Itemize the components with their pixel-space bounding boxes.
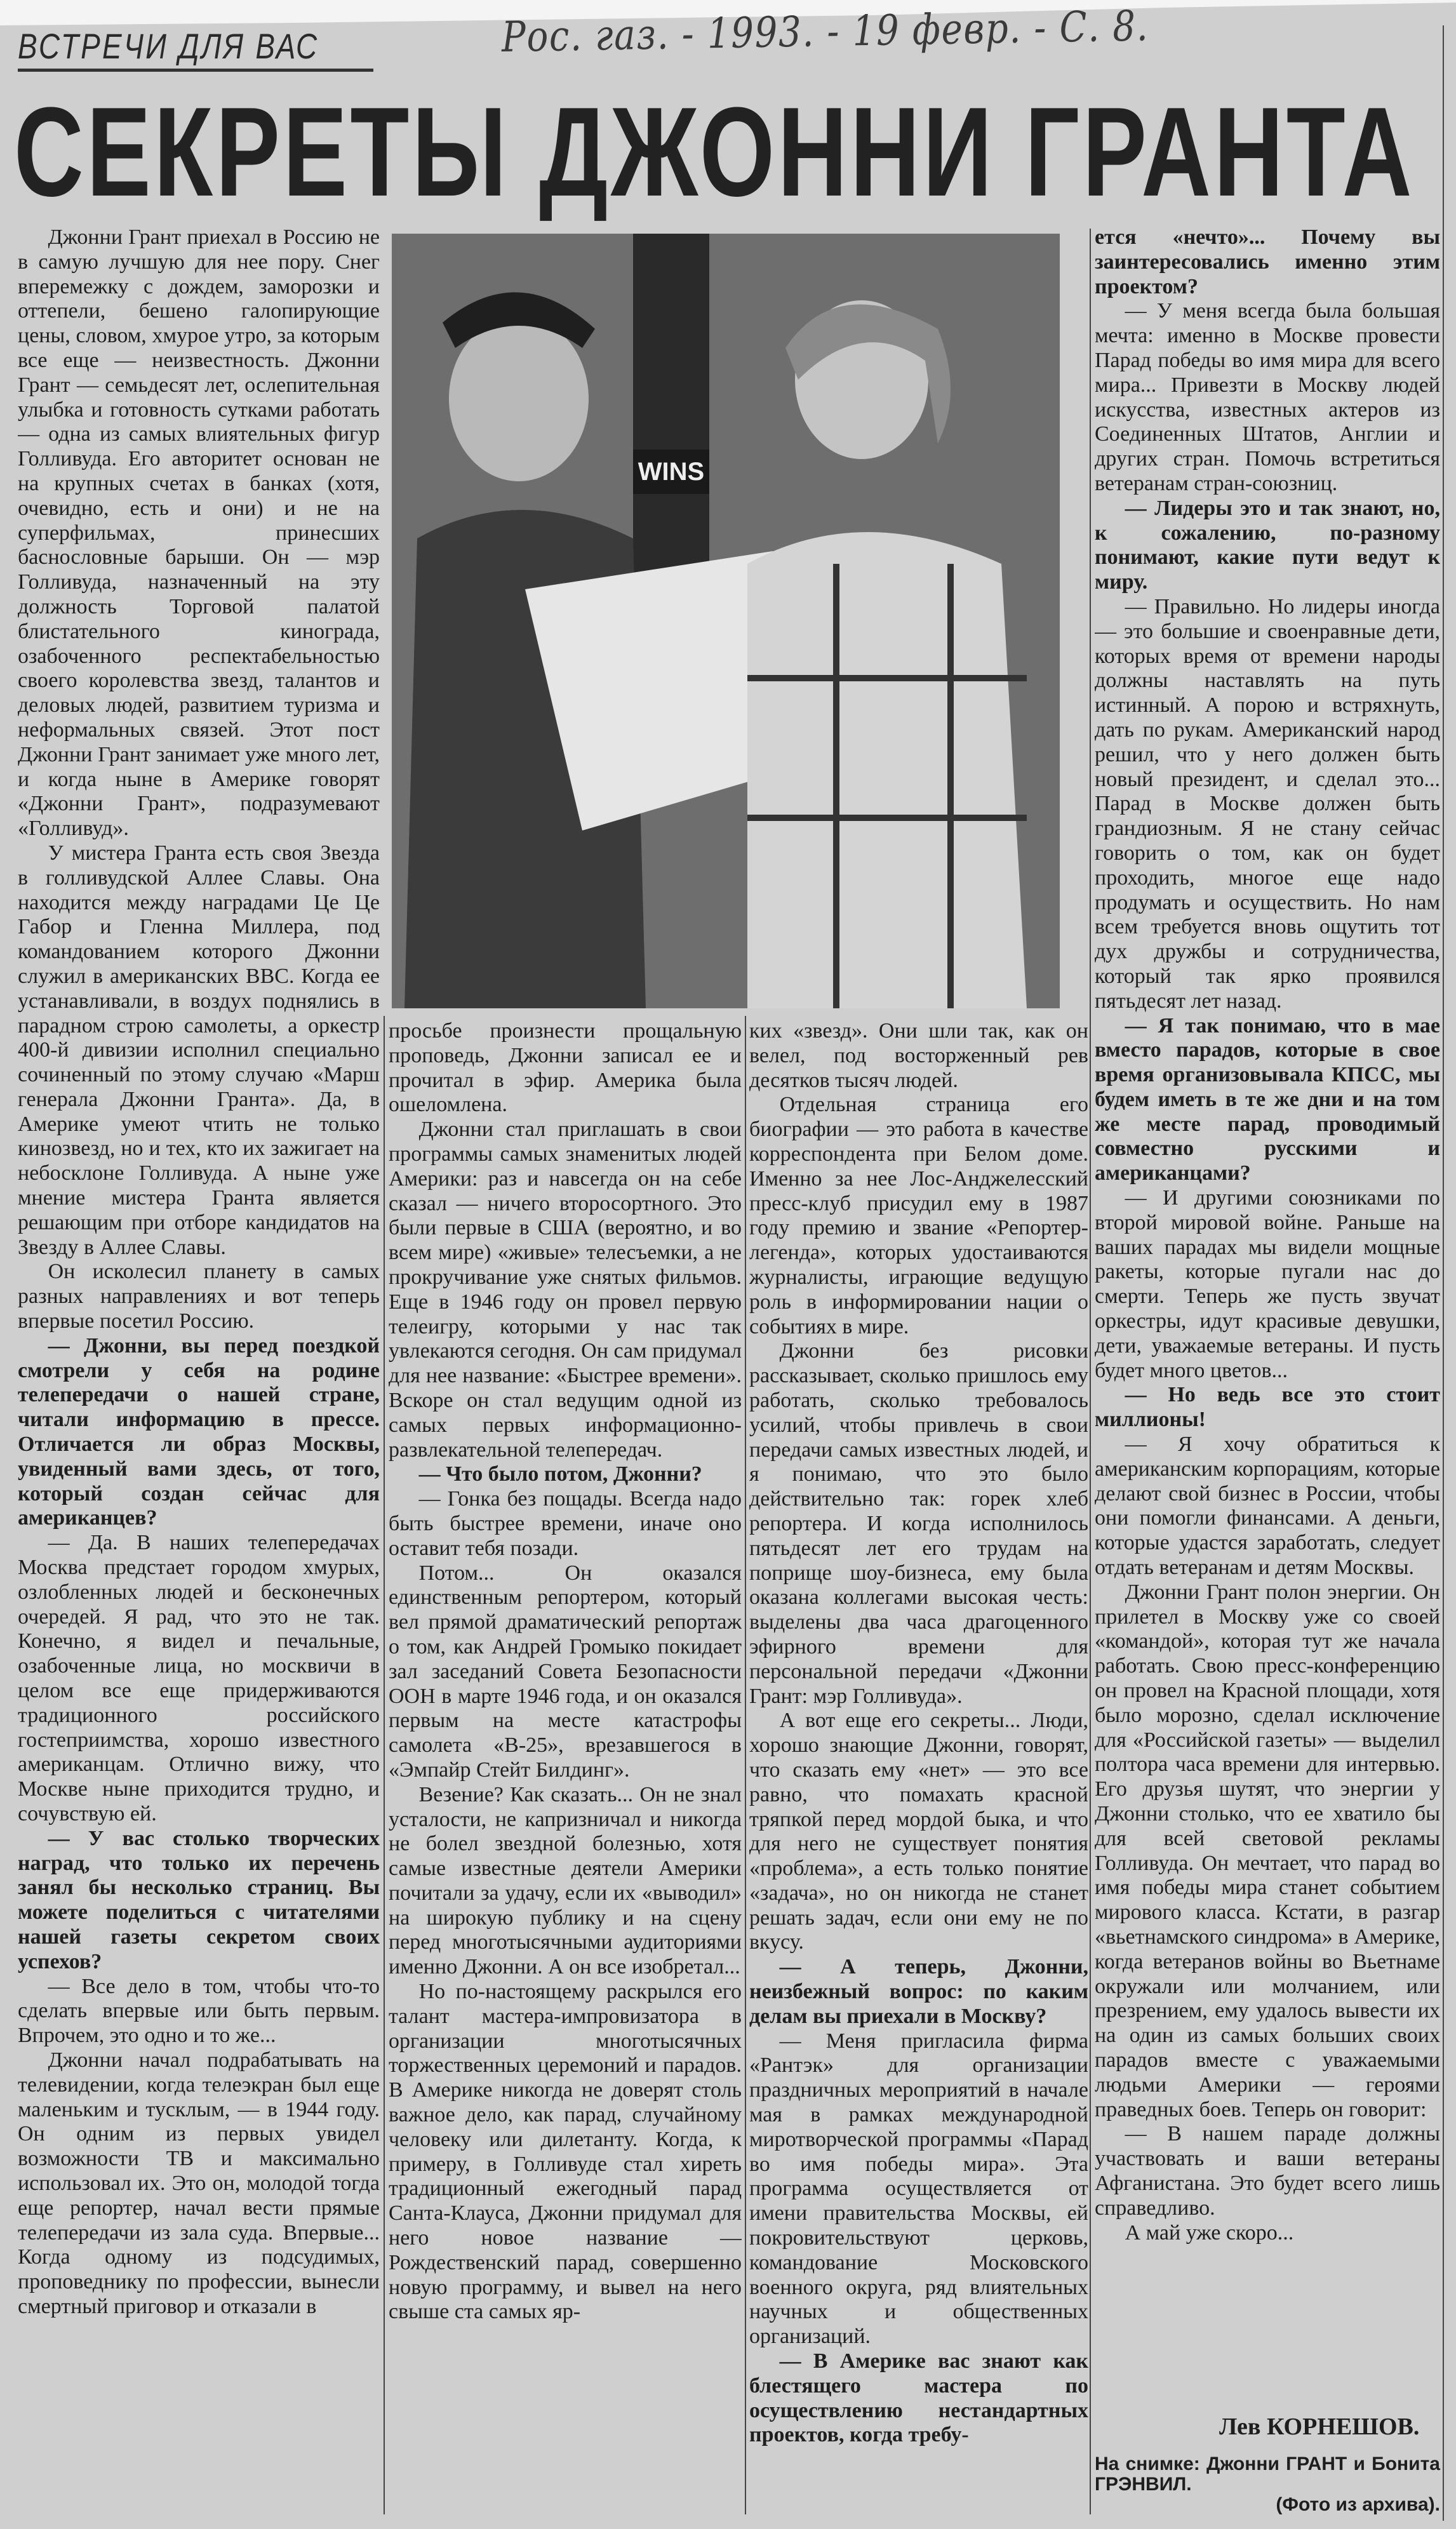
headline: СЕКРЕТЫ ДЖОННИ ГРАНТА bbox=[14, 81, 1415, 223]
section-rubric: ВСТРЕЧИ ДЛЯ ВАС bbox=[18, 26, 319, 66]
article-paragraph: Джонни Грант полон энергии. Он прилетел в Москву уже со своей «командой», которая тут же начала работать. Свою пресс-конференцию он провел на Красной площади, хотя было морозно, сделал исключение для «Российской газеты» — выделил полтора часа времени для интервью. Его друзья шутят, что энергии у Джонни столько, что ее хватило бы для всей световой рекламы Голливуда. Он мечтает, что парад во имя победы мира станет событием мирового класса. Кстати, в разгар «вьетнамского синдрома» в Америке, когда ветеранов войны во Вьетнаме окружали или молчанием, или презрением, ему удалось вывести их на один из самых больших своих парадов вместе с уважаемыми людьми Америки — героями праведных боев. Теперь он говорит: bbox=[1095, 1580, 1440, 2121]
article-paragraph: Он исколесил планету в самых разных направлениях и вот теперь впервые посетил Россию. bbox=[18, 1260, 380, 1333]
column-divider bbox=[1090, 229, 1091, 2514]
article-column-3 bbox=[749, 1019, 1088, 2518]
article-paragraph: — Да. В наших телепередачах Москва предстает городом хмурых, озлобленных людей и бесконечных очередей. Я рад, что это не так. Конечно, я видел и печальные, озабоченные лица, но москвичи в целом все еще придерживаются традиционного российского гостеприимства, хорошо известного американцам. Отлично вижу, что Москве ныне приходится трудно, и сочувствую ей. bbox=[18, 1531, 380, 1825]
article-paragraph: А май уже скоро... bbox=[1125, 2220, 1294, 2245]
photo-illustration bbox=[392, 234, 1060, 1008]
article-photo bbox=[392, 234, 1060, 1008]
article-paragraph: Везение? Как сказать... Он не знал усталости, не капризничал и никогда не болел звездной болезнью, хотя самые известные деятели Америки почитали за удачу, если их «выводил» на широкую публику и на сцену перед многотысячными аудиториями именно Джонни. А он все изобретал... bbox=[389, 1782, 742, 1979]
article-paragraph: — Правильно. Но лидеры иногда — это большие и своенравные дети, которых время от времени народы должны наставлять на путь истинный. А порою и встряхнуть, дать по рукам. Американский народ решил, что у него должен быть новый президент, и сделал это... Парад в Москве должен быть грандиозным. Я не стану сейчас говорить о том, как он будет проходить, многое еще надо продумать и осуществить. Но нам всем требуется вновь ощутить тот дух дружбы и сотрудничества, который так ярко проявился пятьдесят лет назад. bbox=[1095, 594, 1440, 1013]
article-paragraph: Джонни без рисовки рассказывает, сколько пришлось ему работать, сколько требовалось усилий, чтобы привлечь в свои передачи самых известных людей, и я понимаю, что это было действительно так: горек хлеб репортера. И когда исполнилось пятьдесят лет его трудам на поприще шоу-бизнеса, ему была оказана коллегами высокая честь: выделены два часа драгоценного эфирного времени для персональной передачи «Джонни Грант: мэр Голливуда». bbox=[749, 1339, 1088, 1708]
clipping-edge bbox=[1443, 25, 1444, 2521]
interview-question: — А теперь, Джонни, неизбежный вопрос: по каким делам вы приехали в Москву? bbox=[749, 1955, 1088, 2028]
author-byline: Лев КОРНЕШОВ. bbox=[1219, 2413, 1420, 2440]
interview-question: — Что было потом, Джонни? bbox=[418, 1462, 702, 1486]
article-paragraph: ких «звезд». Они шли так, как он велел, под восторженный рев десятков тысяч людей. bbox=[749, 1019, 1088, 1092]
man-face bbox=[449, 316, 589, 481]
interview-question: — Джонни, вы перед поездкой смотрели у себя на родине телепередачи о нашей стране, читали информацию в прессе. Отличается ли образ Москвы, увиденный вами здесь, от того, который создан сейчас для американцев? bbox=[18, 1333, 380, 1530]
article-paragraph: просьбе произнести прощальную проповедь, Джонни записал ее и прочитал в эфир. Америка была ошеломлена. bbox=[389, 1019, 742, 1117]
interview-question: — У вас столько творческих наград, что только их перечень занял бы несколько страниц. Вы можете поделиться с читателями нашей газеты секретом своих успехов? bbox=[18, 1826, 380, 1973]
interview-question: — Я так понимаю, что в мае вместо парадов, которые в свое время организовывала КПСС, мы будем иметь в те же дни и на том же месте парад, проводимый совместно русскими и американцами? bbox=[1095, 1013, 1440, 1185]
article-column-4 bbox=[1095, 225, 1440, 2384]
article-paragraph: Отдельная страница его биографии — это работа в качестве корреспондента при Белом доме. Именно за нее Лос-Анджелесский пресс-клуб присудил ему в 1987 году премию и звание «Репортер-легенда», которых удостаиваются журналисты, играющие ведущую роль в информировании нации о событиях в мире. bbox=[749, 1093, 1088, 1338]
article-paragraph: — Я хочу обратиться к американским корпорациям, которые делают свой бизнес в России, чтобы они помогли финансами. А деньги, которые удастся заработать, следует отдать ветеранам и детям Москвы. bbox=[1095, 1432, 1440, 1580]
caption-text: На снимке: Джонни ГРАНТ и Бонита ГРЭНВИЛ. bbox=[1095, 2453, 1440, 2495]
article-column-1 bbox=[18, 225, 380, 2518]
article-paragraph: Джонни начал подрабатывать на телевидении, когда телеэкран был еще маленьким и тусклым, — в 1944 году. Он одним из первых увидел возможности ТВ и максимально использовал их. Это он, молодой тогда еще репортер, начал вести прямые телепередачи из зала суда. Впервые... Когда одному из подсудимых, проповеднику по профессии, вынесли смертный приговор и отказали в bbox=[18, 2048, 380, 2318]
column-divider bbox=[384, 1016, 385, 2514]
article-paragraph: — И другими союзниками по второй мировой войне. Раньше на ваших парадах мы видели мощные ракеты, которые пугали нас до смерти. Теперь же пусть звучат оркестры, идут красивые девушки, дети, уважаемые ветераны. И пусть будет много цветов... bbox=[1095, 1186, 1440, 1382]
woman-jacket bbox=[747, 532, 1027, 1008]
interview-question: — Лидеры это и так знают, но, к сожалению, по-разному понимают, какие пути ведут к миру. bbox=[1095, 496, 1440, 594]
article-paragraph: — Меня пригласила фирма «Рантэк» для организации праздничных мероприятий в начале мая в рамках международной миротворческой программы «Парад во имя победы мира». Эта программа осуществляется от имени правительства Москвы, ей покровительствуют церковь, командование Московского военного округа, ряд влиятельных научных и общественных организаций. bbox=[749, 2029, 1088, 2349]
column-divider bbox=[745, 1016, 746, 2514]
article-paragraph: Потом... Он оказался единственным репортером, который вел прямой драматический репортаж о том, как Андрей Громыко покидает зал заседаний Совета Безопасности ООН в марте 1946 года, и он оказался первым на месте катастрофы самолета «В-25», врезавшегося в «Эмпайр Стейт Билдинг». bbox=[389, 1561, 742, 1782]
article-paragraph: Но по-настоящему раскрылся его талант мастера-импровизатора в организации многотысячных торжественных церемоний и парадов. В Америке никогда не доверят столь важное дело, как парад, случайному человеку или дилетанту. Когда, к примеру, в Голливуде стал хиреть традиционный ежегодный парад Санта-Клауса, Джонни придумал для него новое название — Рождественский парад, совершенно новую программу, и вывел на него свыше ста самых яр- bbox=[389, 1980, 742, 2324]
article-paragraph: Джонни стал приглашать в свои программы самых знаменитых людей Америки: раз и навсегда он на себе сказал — ничего второсортного. Это были первые в США (вероятно, и во всем мире) «живые» телесъемки, а не прокручивание уже снятых фильмов. Еще в 1946 году он провел первую телеигру, которыми у нас так увлекаются сегодня. Он сам придумал для нее название: «Быстрее времени». Вскоре он стал ведущим одной из самых первых информационно-развлекательной телепередач. bbox=[389, 1118, 742, 1462]
article-paragraph: — Все дело в том, чтобы что-то сделать впервые или быть первым. Впрочем, это одно и то же... bbox=[18, 1974, 380, 2048]
article-paragraph: Джонни Грант приехал в Россию не в самую лучшую для нее пору. Снег вперемежку с дождем, заморозки и оттепели, бешено галопирующие цены, словом, хмурое утро, за которым все еще — неизвестность. Джонни Грант — семьдесят лет, ослепительная улыбка и готовность сутками работать — одна из самых влиятельных фигур Голливуда. Его авторитет основан не на крупных счетах в банках (хотя, очевидно, есть и они) и не на суперфильмах, принесших баснословные барыши. Он — мэр Голливуда, назначенный на эту должность Торговой палатой блистательного кинограда, озабоченного респектабельностью своего королевства звезд, талантов и деловых людей, развитием туризма и неформальных связей. Этот пост Джонни Грант занимает уже много лет, и когда ныне в Америке говорят «Джонни Грант», подразумевают «Голливуд». bbox=[18, 225, 380, 841]
interview-question: — Но ведь все это стоит миллионы! bbox=[1095, 1383, 1440, 1432]
rubric-underline bbox=[18, 69, 373, 72]
photo-caption bbox=[1095, 2454, 1440, 2515]
caption-credit: (Фото из архива). bbox=[1276, 2494, 1440, 2515]
article-paragraph: А вот еще его секреты... Люди, хорошо знающие Джонни, говорят, что сказать ему «нет» — это все равно, что помахать красной тряпкой перед мордой быка, и что для него не существует понятия «проблема», а есть только понятие «задача», но он никогда не станет решать задач, если они ему не по вкусу. bbox=[749, 1709, 1088, 1954]
article-paragraph: У мистера Гранта есть своя Звезда в голливудской Аллее Славы. Она находится между наградами Це Це Габор и Гленна Миллера, под командованием которого Джонни служил в американских ВВС. Когда ее устанавливали, в воздух поднялись в парадном строю самолеты, а оркестр 400-й дивизии исполнил специально сочиненный по этому случаю «Марш генерала Джонни Гранта». Да, в Америке умеют чтить не только кинозвезд, но и тех, кто их зажигает на небосклоне Голливуда. А ныне уже мнение мистера Гранта является решающим при отборе кандидатов на Звезду в Аллее Славы. bbox=[18, 841, 380, 1259]
mic-label: WINS bbox=[638, 458, 705, 486]
handwritten-citation: Рос. газ. - 1993. - 19 февр. - С. 8. bbox=[501, 1, 1149, 62]
article-paragraph: — У меня всегда была большая мечта: именно в Москве провести Парад победы во имя мира для всего мира... Привезти в Москву людей искусства, известных актеров из Соединенных Штатов, Англии и других стран. Помочь встретиться ветеранам стран-союзниц. bbox=[1095, 299, 1440, 495]
interview-question: — В Америке вас знают как блестящего мастера по осуществлению нестандартных проектов, когда требу- bbox=[749, 2349, 1088, 2447]
article-paragraph: — Гонка без пощады. Всегда надо быть быстрее времени, иначе оно оставит тебя позади. bbox=[389, 1487, 742, 1560]
article-column-2 bbox=[389, 1019, 742, 2518]
article-paragraph: — В нашем параде должны участвовать и ваши ветераны Афганистана. Это будет всего лишь справедливо. bbox=[1095, 2122, 1440, 2220]
interview-question: ется «нечто»... Почему вы заинтересовались именно этим проектом? bbox=[1095, 225, 1440, 298]
